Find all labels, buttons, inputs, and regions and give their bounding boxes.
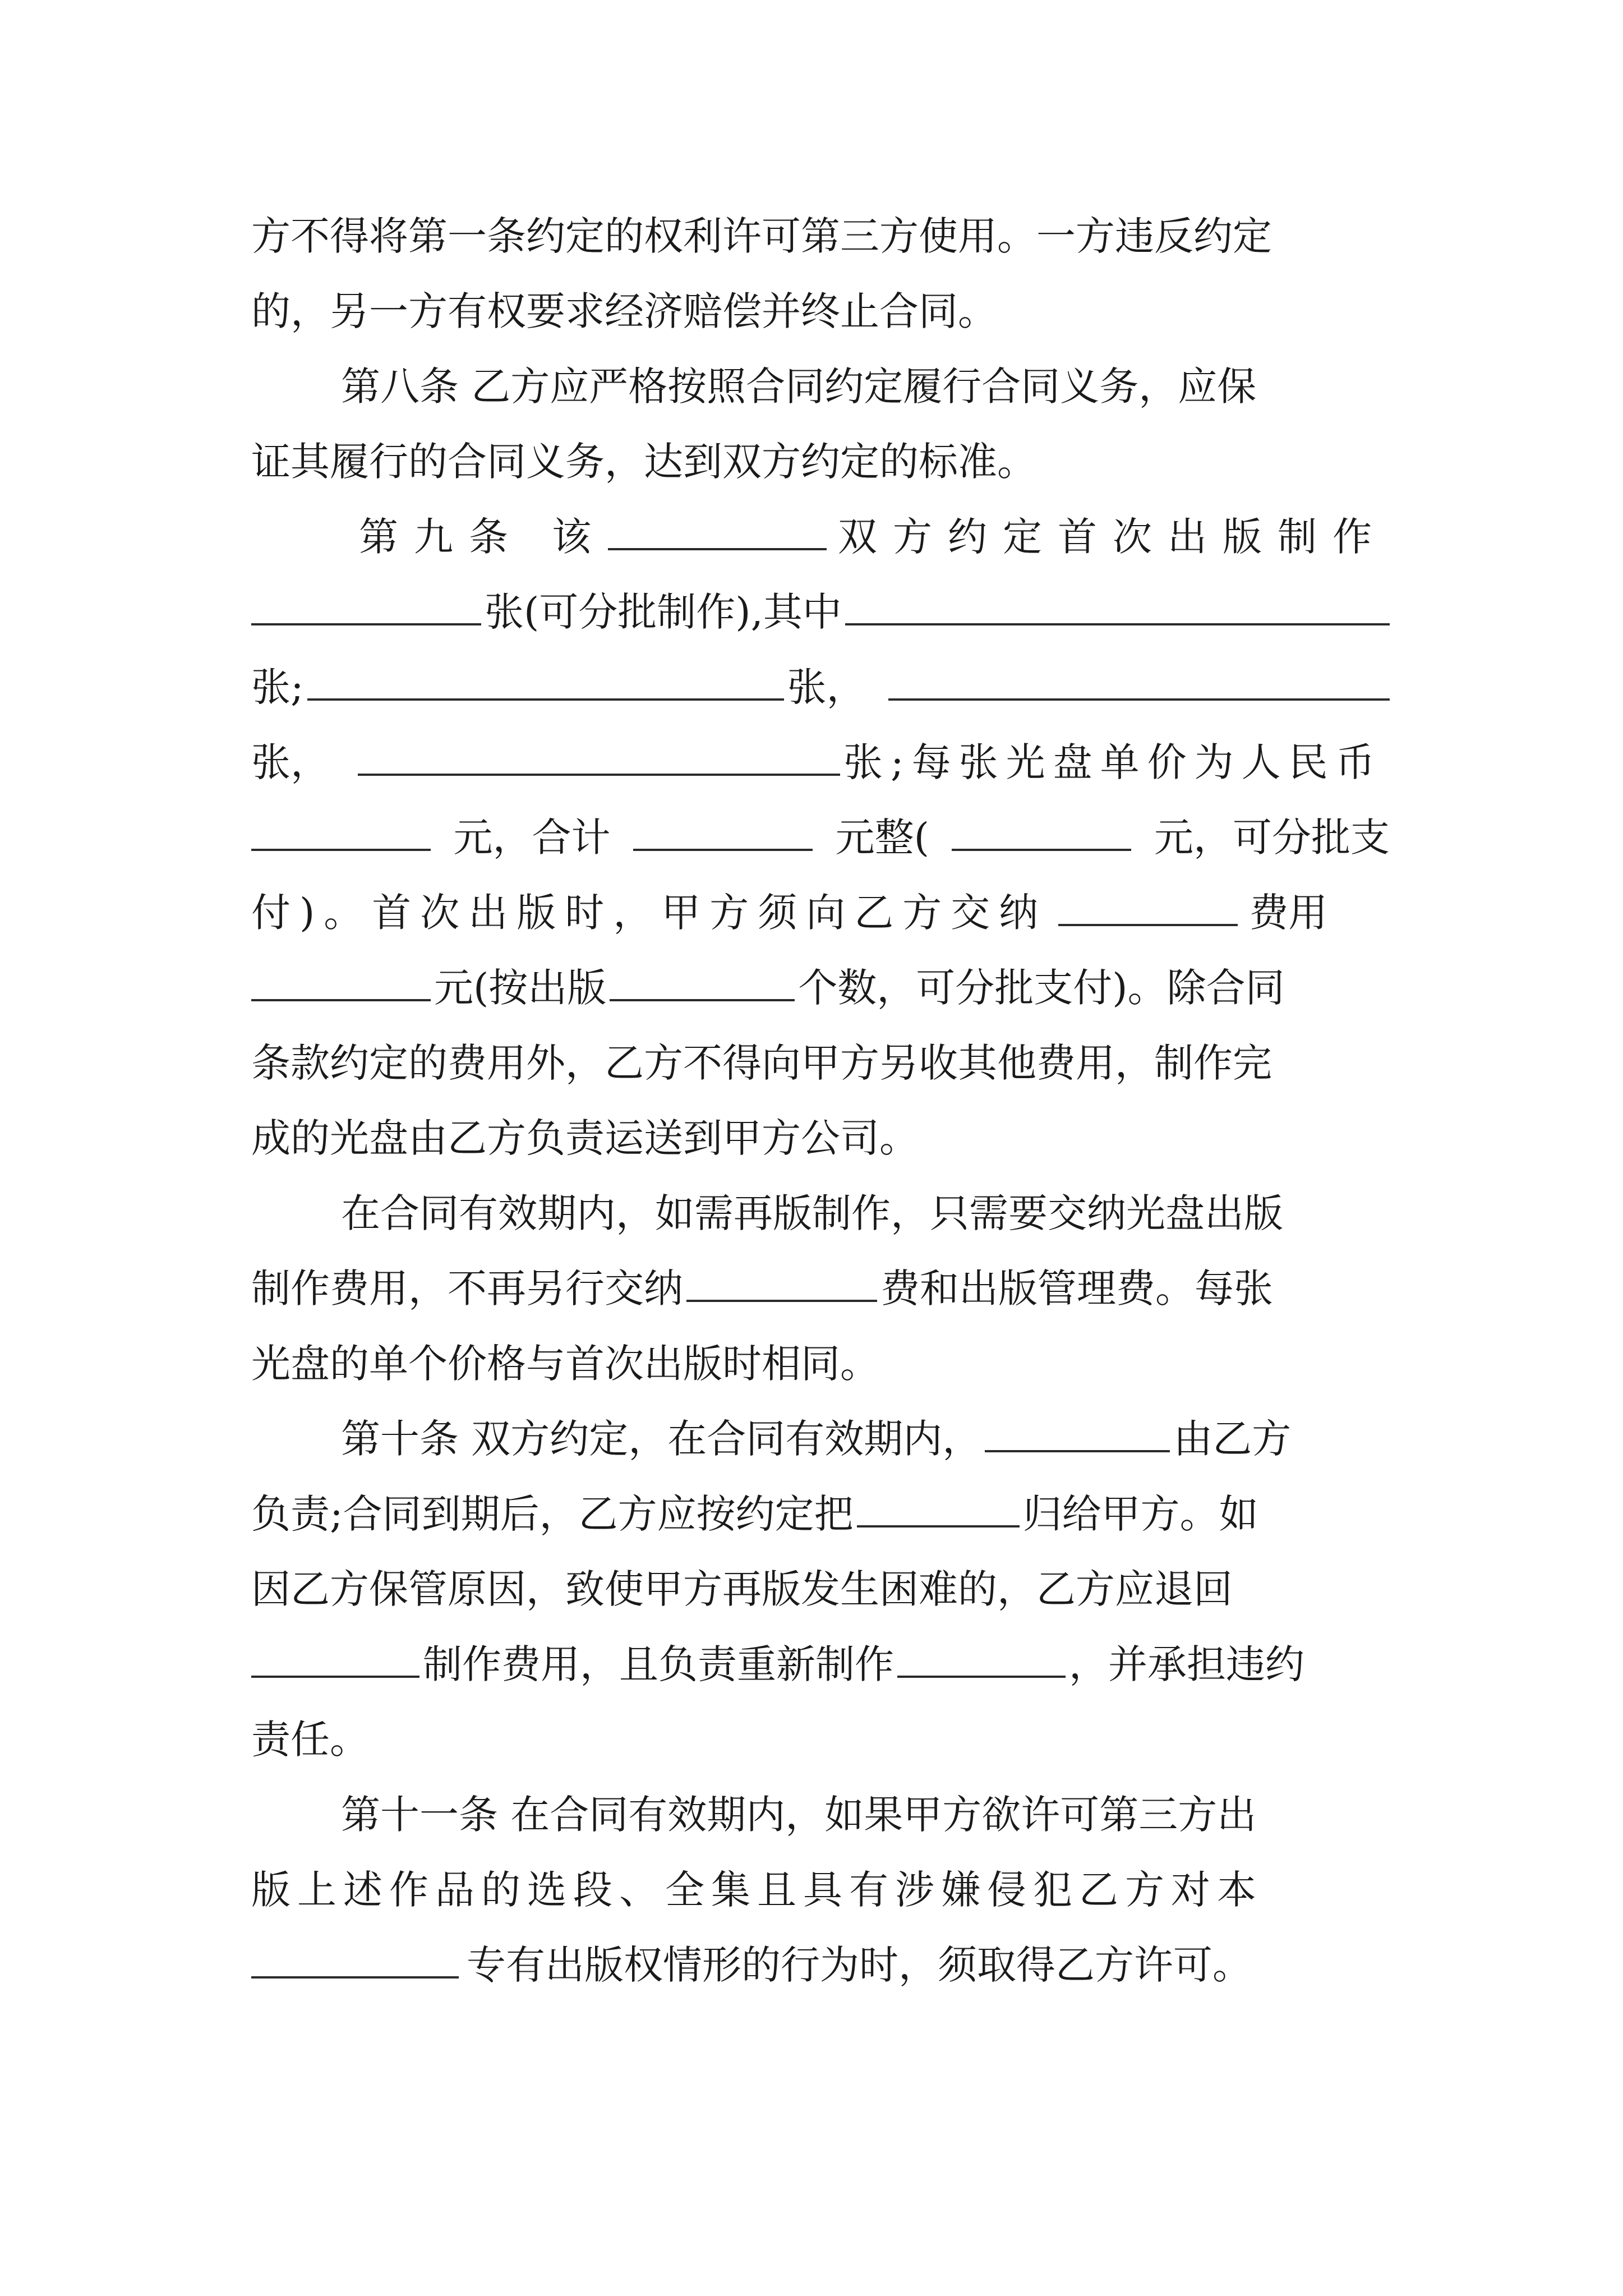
text-segment: 光盘的单个价格与首次出版时相同。 xyxy=(251,1341,879,1387)
text-segment: 专有出版权情形的行为时，须取得乙方许可。 xyxy=(467,1942,1252,1988)
text-line xyxy=(251,1859,1390,1921)
text-segment: 由乙方 xyxy=(1173,1416,1292,1462)
text-segment: 方不得将第一条约定的权利许可第三方使用。一方违反约定 xyxy=(251,213,1272,259)
text-segment: 张(可分批制作),其中 xyxy=(485,589,842,635)
blank-field[interactable] xyxy=(985,1415,1170,1452)
text-segment: 归给甲方。如 xyxy=(1022,1491,1258,1537)
text-segment: 元，合计 xyxy=(453,815,611,861)
text-line xyxy=(251,1182,1390,1244)
text-line xyxy=(251,731,1390,793)
blank-field[interactable] xyxy=(845,588,1390,625)
text-segment: 的，另一方有权要求经济赔偿并终止合同。 xyxy=(251,288,997,334)
text-segment: 该 xyxy=(552,514,591,560)
text-segment: 第八条 乙方应严格按照合同约定履行合同义务，应保 xyxy=(341,364,1257,409)
text-segment: 张;每张光盘单价为人民币 xyxy=(843,739,1383,785)
text-segment: 第十一条 在合同有效期内，如果甲方欲许可第三方出 xyxy=(341,1792,1257,1838)
text-line xyxy=(251,1333,1390,1395)
clause-10-line xyxy=(251,1408,1390,1470)
blank-field[interactable] xyxy=(608,513,827,550)
blank-field[interactable] xyxy=(888,664,1390,701)
text-line xyxy=(251,1709,1390,1770)
blank-field[interactable] xyxy=(358,739,840,776)
text-segment: 在合同有效期内，如需再版制作，只需要交纳光盘出版 xyxy=(341,1190,1283,1236)
text-line xyxy=(251,656,1390,718)
blank-field[interactable] xyxy=(1058,889,1238,926)
blank-field[interactable] xyxy=(251,814,431,851)
text-segment: 制作费用，且负责重新制作 xyxy=(423,1641,894,1687)
text-segment: 双方约定首次出版制作 xyxy=(838,514,1387,560)
blank-field[interactable] xyxy=(610,964,795,1001)
text-segment: 成的光盘由乙方负责运送到甲方公司。 xyxy=(251,1115,919,1161)
text-line xyxy=(251,1934,1390,1996)
text-segment: 元(按出版 xyxy=(434,965,607,1011)
text-line xyxy=(251,205,1390,267)
text-segment: 张; xyxy=(251,664,304,710)
blank-field[interactable] xyxy=(897,1641,1066,1678)
text-segment: 付)。首次出版时，甲方须向乙方交纳 xyxy=(251,890,1048,936)
text-line xyxy=(251,1258,1390,1319)
text-segment: 张， xyxy=(251,739,330,785)
text-line xyxy=(251,1032,1390,1094)
blank-field[interactable] xyxy=(633,814,813,851)
text-segment: 元整( xyxy=(835,815,929,861)
text-segment: 因乙方保管原因，致使甲方再版发生困难的，乙方应退回 xyxy=(251,1566,1233,1612)
text-segment: 个数，可分批支付)。除合同 xyxy=(798,965,1285,1011)
text-segment: 责任。 xyxy=(251,1717,369,1763)
text-line xyxy=(251,581,1390,643)
text-line xyxy=(251,1107,1390,1169)
text-segment: 费和出版管理费。每张 xyxy=(880,1266,1273,1312)
text-segment: 条款约定的费用外，乙方不得向甲方另收其他费用，制作完 xyxy=(251,1040,1272,1086)
text-segment: 张， xyxy=(787,664,866,710)
text-line xyxy=(251,280,1390,342)
text-segment: 负责;合同到期后，乙方应按约定把 xyxy=(251,1491,854,1537)
text-segment: 第九条 xyxy=(359,514,524,560)
blank-field[interactable] xyxy=(857,1490,1020,1527)
text-line xyxy=(251,957,1390,1019)
text-segment: 证其履行的合同义务，达到双方约定的标准。 xyxy=(251,439,1036,485)
text-line xyxy=(251,1634,1390,1695)
clause-9-line xyxy=(359,506,1390,568)
blank-field[interactable] xyxy=(952,814,1131,851)
text-line xyxy=(251,807,1390,868)
blank-field[interactable] xyxy=(251,964,431,1001)
text-segment: 元，可分批支 xyxy=(1154,815,1390,861)
clause-11-line xyxy=(251,1784,1390,1846)
blank-field[interactable] xyxy=(251,588,481,625)
text-line xyxy=(251,1483,1390,1545)
blank-field[interactable] xyxy=(251,1941,459,1978)
blank-field[interactable] xyxy=(251,1641,419,1678)
blank-field[interactable] xyxy=(307,664,784,701)
text-segment: 费用 xyxy=(1249,890,1328,936)
blank-field[interactable] xyxy=(686,1265,877,1302)
clause-8-line xyxy=(251,356,1390,417)
text-line xyxy=(251,882,1390,944)
text-line xyxy=(251,1558,1390,1620)
text-line xyxy=(251,431,1390,493)
text-segment: 第十条 双方约定，在合同有效期内， xyxy=(341,1416,982,1462)
text-segment: ，并承担违约 xyxy=(1069,1641,1304,1687)
text-segment: 版上述作品的选段、全集且具有涉嫌侵犯乙方对本 xyxy=(251,1867,1263,1913)
text-segment: 制作费用，不再另行交纳 xyxy=(251,1266,683,1312)
